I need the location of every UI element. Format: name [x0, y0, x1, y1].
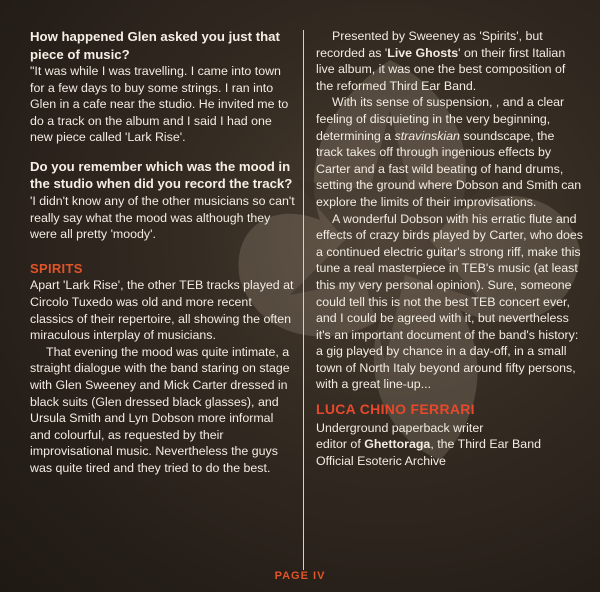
- author-role-2-text-c: , the Third Ear Band: [430, 437, 541, 452]
- paragraph-3-text-a: Presented by Sweeney as 'Spirits', but recorded as ': [316, 29, 543, 60]
- answer-2: 'I didn't know any of the other musicians so can't really say what the mood was although they were all pretty 'moody'.: [30, 193, 295, 242]
- live-ghosts-title: Live Ghosts: [387, 45, 459, 60]
- author-role-3: Official Esoteric Archive: [316, 453, 446, 468]
- author-name: LUCA CHINO FERRARI: [316, 401, 475, 418]
- stravinskian-word: stravinskian: [394, 128, 460, 143]
- question-2: Do you remember which was the mood in the studio when did you record the track?: [30, 158, 293, 192]
- ghettoraga-title: Ghettoraga: [364, 437, 431, 452]
- left-column: [30, 28, 295, 476]
- section-heading-spirits: SPIRITS: [30, 260, 83, 276]
- paragraph-4-text-c: soundscape, the track takes off through ingenious effects by Carter and a fast wild beating of hand drums, setting the ground where Dobson and Smith can explore the limits of their improvisations.: [316, 128, 582, 209]
- paragraph-2: That evening the mood was quite intimate, a straight dialogue with the band staring on stage with Glen Sweeney and Mick Carter dressed in black suits (Glen dressed black glasses), and Ursula Smith and Lyn Dobson more informal and colourful, as requested by their improvisational music. Nevertheless the guys was quite tired and they tried to do the best.: [30, 344, 290, 475]
- paragraph-1: Apart 'Lark Rise', the other TEB tracks played at Circolo Tuxedo was old and more recent classics of their repertoire, all showing the often miraculous interplay of musicians.: [30, 278, 294, 343]
- page-number: PAGE IV: [274, 570, 326, 582]
- right-column: [316, 28, 584, 469]
- author-role-1: Underground paperback writer: [316, 420, 484, 435]
- paragraph-5: A wonderful Dobson with his erratic flute and effects of crazy birds played by Carter, who does a continued electric guitar's strong riff, make this tune a real masterpiece in TEB's music (at least this my very personal opinion). Sure, someone could tell this is not the best TEB concert ever, and I could be agreed with it, but nevertheless it's an important document of the band's history: a gig played by chance in a day-off, in a small town of North Italy beyond around fifty persons, with a great line-up...: [316, 211, 583, 392]
- paragraph-4: [316, 94, 584, 210]
- author-role-2-text-a: editor of: [316, 437, 365, 452]
- column-divider: [303, 30, 304, 570]
- question-1: How happened Glen asked you just that piece of music?: [30, 29, 280, 62]
- paragraph-3-text-c: ' on their first Italian live album, it was one the best composition of the reformed Third Ear Band.: [316, 45, 566, 93]
- paragraph-3: [316, 28, 584, 94]
- author-role-2: [316, 436, 584, 453]
- answer-1: "It was while I was travelling. I came into town for a few days to buy some strings. I ran into Glen in a cafe near the studio. He invited me to do a track on the album and I said I had one new piece called 'Lark Rise'.: [30, 64, 289, 145]
- paragraph-4-text-a: With its sense of suspension, , and a clear feeling of disquieting in the very beginning, determining a: [316, 95, 565, 143]
